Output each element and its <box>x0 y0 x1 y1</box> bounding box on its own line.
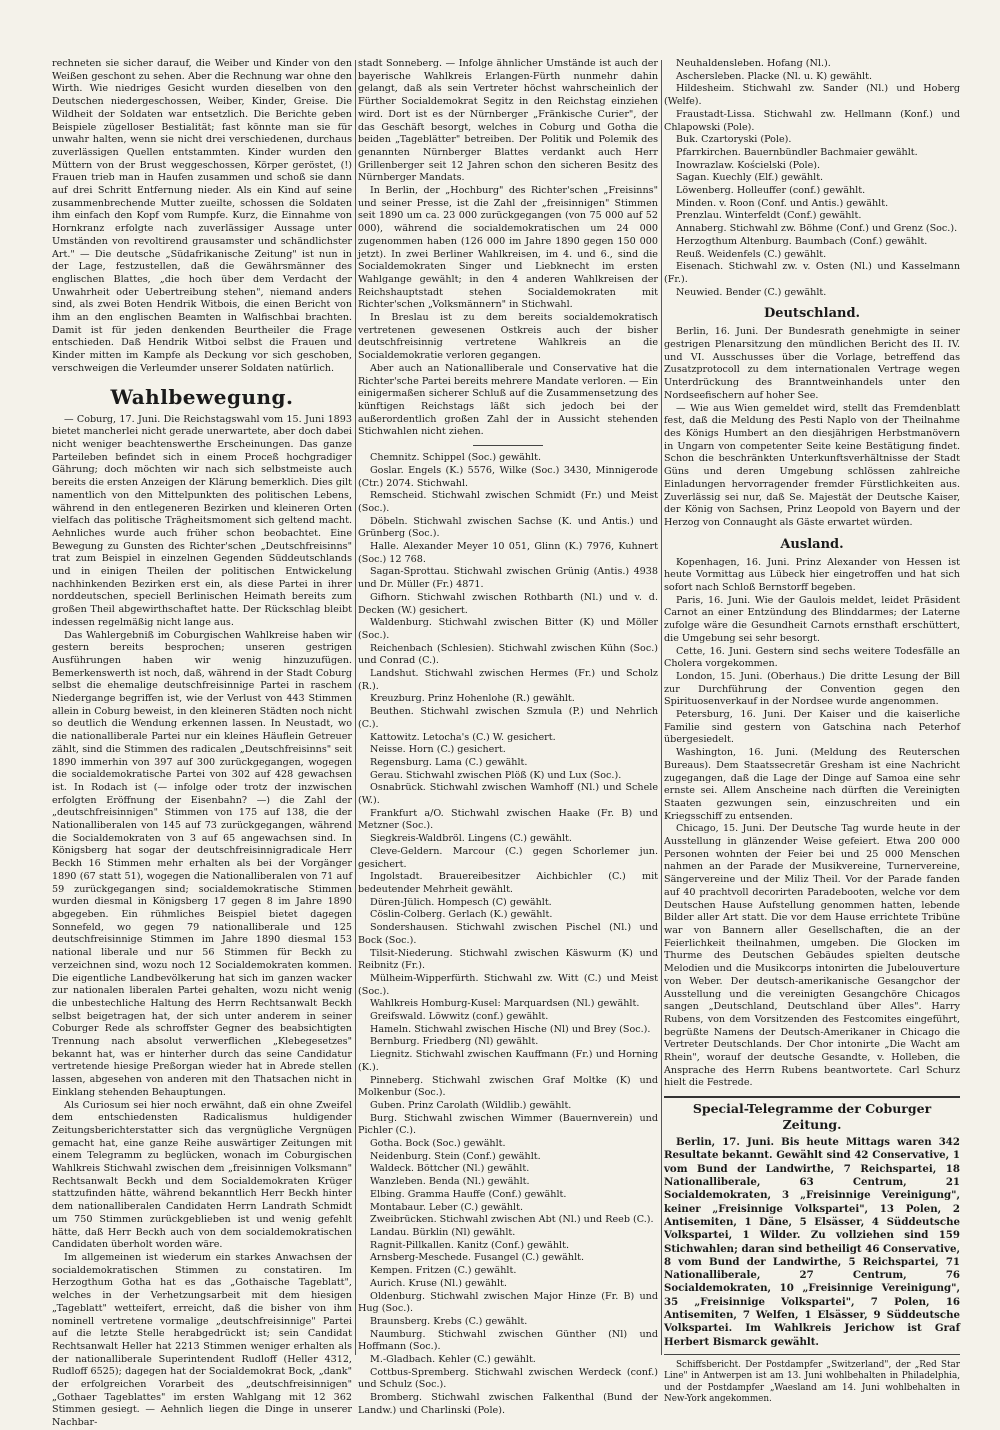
article-paragraph: In Berlin, der „Hochburg" des Richter'schen „Freisinns" und seiner Presse, ist die Zahl der „freisinnigen" Stimmen seit 1890 um ca. 23 000 zurückgegangen (von 75 000 auf 52 000), während die socialdemokratischen um 24 000 zugenommen haben (126 000 im Jahre 1890 gegen 150 000 jetzt). In zwei Berliner Wahlkreisen, im 4. und 6., sind die Socialdemokraten Singer und Liebknecht im ersten Wahlgange gewählt; in den 4 anderen Wahlkreisen der Reichshauptstadt stehen Socialdemokraten mit Richter'schen „Volksmännern" in Stichwahl. <box>358 185 658 311</box>
election-result: Goslar. Engels (K.) 5576, Wilke (Soc.) 3430, Minnigerode (Ctr.) 2074. Stichwahl. <box>358 464 658 489</box>
election-result: Reichenbach (Schlesien). Stichwahl zwischen Kühn (Soc.) und Conrad (C.). <box>358 642 658 667</box>
election-result: Wanzleben. Benda (Nl.) gewählt. <box>370 1176 530 1188</box>
news-item: Washington, 16. Juni. (Meldung des Reuterschen Bureaus). Dem Staatssecretär Gresham ist eine Nachricht zugegangen, daß die Lage der Dinge auf Samoa eine sehr ernste sei. Allem Anscheine nach dürften die Vereinigten Staaten gezwungen sein, einzuschreiten und ein Kriegsschiff zu entsenden. <box>664 747 960 822</box>
election-result: Kempen. Fritzen (C.) gewählt. <box>370 1265 517 1277</box>
telegram-box <box>664 1096 960 1349</box>
election-result: Regensburg. Lama (C.) gewählt. <box>370 756 528 768</box>
news-item: Petersburg, 16. Juni. Der Kaiser und die kaiserliche Familie sind gestern von Gatschina nach Peterhof übergesiedelt. <box>664 709 960 746</box>
foreign-news-list <box>664 557 960 1091</box>
election-result: Annaberg. Stichwahl zw. Böhme (Conf.) und Grenz (Soc.). <box>676 223 958 235</box>
news-item: Cette, 16. Juni. Gestern sind sechs weitere Todesfälle an Cholera vorgekommen. <box>664 645 960 670</box>
election-result: Reuß. Weidenfels (C.) gewählt. <box>676 248 827 260</box>
election-result: Kreuzburg. Prinz Hohenlohe (R.) gewählt. <box>370 693 575 705</box>
election-result: Siegkreis-Waldbröl. Lingens (C.) gewählt. <box>370 833 572 845</box>
election-result: Remscheid. Stichwahl zwischen Schmidt (Fr.) und Meist (Soc.). <box>358 490 658 514</box>
column-2 <box>358 58 658 1416</box>
telegram-text: Berlin, 17. Juni. Bis heute Mittags waren 342 Resultate bekannt. Gewählt sind 42 Conservative, 1 vom Bund der Landwirthe, 7 Reichspartei, 18 Nationalliberale, 63 Centrum, 21 Socialdemokraten, 3 „Freisinnige Vereinigung", keiner „Freisinnige Volkspartei", 13 Polen, 2 Antisemiten, 1 Däne, 5 Elsässer, 4 Süddeutsche Volkspartei, 1 Wilder. Zu vollziehen sind 159 Stichwahlen; daran sind betheiligt 46 Conservative, 8 vom Bund der Landwirthe, 5 Reichspartei, 71 Nationalliberale, 27 Centrum, 76 Socialdemokraten, 10 „Freisinnige Vereinigung", 35 „Freisinnige Volkspartei", 7 Polen, 16 Antisemiten, 7 Welfen, 1 Elsässer, 9 Süddeutsche Volkspartei. Im Wahlkreis Jerichow ist Graf Herbert Bismarck gewählt. <box>664 1136 960 1348</box>
election-result: Sagan. Kuechly (Elf.) gewählt. <box>676 172 824 184</box>
election-result: Neuwied. Bender (C.) gewählt. <box>676 286 827 298</box>
election-result: Neuhaldensleben. Hofang (Nl.). <box>676 58 831 69</box>
election-result: Arnsberg-Meschede. Fusangel (C.) gewählt. <box>370 1252 585 1264</box>
election-result: Buk. Czartoryski (Pole). <box>676 134 792 146</box>
election-result: Eisenach. Stichwahl zw. v. Osten (Nl.) und Kasselmann (Fr.). <box>664 261 960 285</box>
election-result: Halle. Alexander Meyer 10 051, Glinn (K.) 7976, Kuhnert (Soc.) 12 768. <box>358 541 658 565</box>
election-result: Greifswald. Löwwitz (conf.) gewählt. <box>370 1011 549 1023</box>
election-result: Sagan-Sprottau. Stichwahl zwischen Grünig (Antis.) 4938 und Dr. Müller (Fr.) 4871. <box>358 566 658 591</box>
election-result: Burg. Stichwahl zwischen Wimmer (Bauernverein) und Pichler (C.). <box>358 1112 658 1137</box>
election-result: Prenzlau. Winterfeldt (Conf.) gewählt. <box>676 210 862 222</box>
election-result: M.-Gladbach. Kehler (C.) gewählt. <box>370 1354 536 1366</box>
telegram-heading: Special-Telegramme der Coburger Zeitung. <box>692 1101 932 1133</box>
election-result: Bromberg. Stichwahl zwischen Falkenthal (Bund der Landw.) und Charlinski (Pole). <box>358 1392 658 1416</box>
divider <box>473 445 543 446</box>
election-result: Frankfurt a/O. Stichwahl zwischen Haake (Fr. B) und Metzner (Soc.). <box>358 807 658 832</box>
news-item: London, 15. Juni. (Oberhaus.) Die dritte Lesung der Bill zur Durchführung der Convention gegen den Spirituosenverkauf in der Nordsee wurde angenommen. <box>664 670 960 708</box>
election-result: Sondershausen. Stichwahl zwischen Pischel (Nl.) und Bock (Soc.). <box>358 922 658 946</box>
election-result: Liegnitz. Stichwahl zwischen Kauffmann (Fr.) und Horning (K.). <box>358 1049 658 1073</box>
election-result: Neidenburg. Stein (Conf.) gewählt. <box>370 1150 541 1162</box>
shipping-report: Schiffsbericht. Der Postdampfer „Switzerland", der „Red Star Line" in Antwerpen ist am 13. Juni wohlbehalten in Philadelphia, und der Postdampfer „Waesland am 14. Juni wohlbehalten in New-York angekommen. <box>664 1359 960 1405</box>
election-result: Gifhorn. Stichwahl zwischen Rothbarth (Nl.) und v. d. Decken (W.) gesichert. <box>358 591 658 616</box>
election-result: Cottbus-Spremberg. Stichwahl zwischen Werdeck (conf.) und Schulz (Soc.). <box>358 1366 658 1391</box>
election-results-list <box>358 452 658 1417</box>
election-result: Aurich. Kruse (Nl.) gewählt. <box>370 1277 507 1289</box>
section-heading-ausland: Ausland. <box>780 536 844 552</box>
election-result: Minden. v. Roon (Conf. und Antis.) gewählt. <box>676 197 889 209</box>
election-result: Chemnitz. Schippel (Soc.) gewählt. <box>370 452 542 464</box>
election-result: Düren-Jülich. Hompesch (C) gewählt. <box>370 896 552 908</box>
election-result: Cöslin-Colberg. Gerlach (K.) gewählt. <box>370 909 553 921</box>
election-result: Ragnit-Pillkallen. Kanitz (Conf.) gewählt. <box>370 1239 570 1251</box>
election-result: Löwenberg. Holleuffer (conf.) gewählt. <box>676 185 866 197</box>
election-result: Braunsberg. Krebs (C.) gewählt. <box>370 1315 528 1327</box>
divider <box>664 1354 960 1355</box>
election-result: Montabaur. Leber (C.) gewählt. <box>370 1201 524 1213</box>
election-result: Kattowitz. Letocha's (C.) W. gesichert. <box>370 731 556 743</box>
column-3 <box>664 58 960 1405</box>
election-result: Aschersleben. Placke (Nl. u. K) gewählt. <box>676 70 873 82</box>
article-paragraph: Als Curiosum sei hier noch erwähnt, daß ein ohne Zweifel dem entschiedensten Radicalismus huldigender Zeitungsberichterstatter sich das vergnügliche Vergnügen gemacht hat, eine ganze Reihe auswärtiger Zeitungen mit einem Telegramm zu beglücken, wonach im Coburgischen Wahlkreis Stichwahl zwischen dem „freisinnigen Volksmann" Rechtsanwalt Beckh und dem Socialdemokraten Krüger stattzufinden hätte, während bekanntlich Herr Beckh hinter dem nationalliberalen Candidaten Herrn Landrath Schmidt um 750 Stimmen zurückgeblieben ist und wenig gefehlt hätte, daß Herr Beckh auch von dem socialdemokratischen Candidaten überholt worden wäre. <box>52 1099 352 1251</box>
news-item: Chicago, 15. Juni. Der Deutsche Tag wurde heute in der Ausstellung in glänzender Weise gefeiert. Etwa 200 000 Personen wohnten der Feier bei und 25 000 Menschen nahmen an der Parade der Musikvereine, Turnervereine, Sängervereine und der Miliz Theil. Vor der Parade fanden auf 40 prachtvoll decorirten Paradebooten, welche vor dem Deutschen Hause Aufstellung genommen hatten, lebende Bilder aller Art statt. Die vor dem Hause errichtete Tribüne war von Bannern aller Gesellschaften, die an der Feierlichkeit theilnahmen, umgeben. Die Glocken im Thurme des Deutschen Gebäudes spielten deutsche Melodien und die Musikcorps intonirten die Jubelouverture von Weber. Der deutsch-amerikanische Gesangchor der Ausstellung und die vereinigten Gesangchöre Chicagos sangen „Deutschland, Deutschland über Alles". Harry Rubens, von dem Vorsitzenden des Festcomites eingeführt, begrüßte Namens der Deutsch-Amerikaner in Chicago die Vertreter Deutschlands. Der Chor intonirte „Die Wacht am Rhein", worauf der deutsche Gesandte, v. Holleben, die Ansprache des Herrn Rubens beantwortete. Carl Schurz hielt die Festrede. <box>664 823 960 1089</box>
article-paragraph: Das Wahlergebniß im Coburgischen Wahlkreise haben wir gestern bereits besprochen; unseren gestrigen Ausführungen haben wir wenig hinzuzufügen. Bemerkenswerth ist noch, daß, während in der Stadt Coburg selbst die ehemalige deutschfreisinnige Partei in raschem Niedergange begriffen ist, wie der Verlust von 443 Stimmen allein in Coburg beweist, in den kleineren Städten noch nicht so deutlich die Wendung erkennen lassen. In Neustadt, wo die nationalliberale Partei nur ein kleines Häuflein Getreuer zählt, sind die Stimmen des radicalen „Deutschfreisinns" seit 1890 immerhin von 397 auf 300 zurückgegangen, wogegen die socialdemokratische Partei von 302 auf 428 gewachsen ist. In Rodach ist (— infolge oder trotz der inzwischen erfolgten Eröffnung der Eisenbahn? —) die Zahl der „deutschfreisinnigen" Stimmen von 175 auf 138, die der Nationalliberalen von 145 auf 73 zurückgegangen, während die Socialdemokraten von 3 auf 65 angewachsen sind. In Königsberg hat sogar der deutschfreisinnigradicale Herr Beckh 16 Stimmen mehr erhalten als bei der Vorgänger 1890 (67 statt 51), wogegen die Nationalliberalen von 71 auf 59 zurückgegangen sind; socialdemokratische Stimmen wurden diesmal in Königsberg 17 gegen 8 im Jahre 1890 abgegeben. Ein rühmliches Beispiel bietet dagegen Sonnefeld, wo gegen 79 nationalliberale und 125 deutschfreisinnige Stimmen im Jahre 1890 diesmal 153 national liberale und nur 56 Stimmen für Beckh zu verzeichnen sind, wozu noch 12 Socialdemokraten kommen. Die eigentliche Landbevölkerung hat sich im ganzen wacker zur nationalen liberalen Partei gehalten, wozu nicht wenig die unbestechliche Haltung des Herrn Rechtsanwalt Beckh selbst beigetragen hat, der sich unter anderem in seiner Coburger Rede als schroffster Gegner des beabsichtigten Trennung nach absolut verwerflichen „Klebegesetzes" bekannt hat, was er hinterher durch das seine Candidatur vertretende hiesige Preßorgan wieder hat in Abrede stellen lassen, abgesehen von anderen mit den Thatsachen nicht in Einklang stehenden Behauptungen. <box>52 629 352 1098</box>
election-result: Mülheim-Wipperfürth. Stichwahl zw. Witt (C.) und Meist (Soc.). <box>358 972 658 997</box>
article-paragraph: rechneten sie sicher darauf, die Weiber und Kinder von den Weißen geschont zu sehen. Aber die Rechnung war ohne den Wirth. Wie niedriges Gesicht wurden dieselben von den Deutschen niedergeschossen, Weiber, Kinder, Greise. Die Wildheit der Soldaten war entsetzlich. Die Berichte geben Beispiele zügelloser Bestialität; fast könnte man sie für unwahr halten, wenn sie nicht drei verschiedenen, durchaus zuverlässigen Quellen entstammten. Kinder wurden den Müttern von der Brust weggeschossen, Körper geröstet, (!) Frauen trieb man in Haufen zusammen und schoß sie dann auf drei Schritt Entfernung nieder. Als ein Kind auf seine zusammenbrechende Mutter zueilte, schossen die Soldaten ihm einfach den Kopf vom Rumpfe. Kurz, die Einnahme von Hornkranz erfolgte nach zuverlässiger Aussage unter Umständen von revoltirend grausamster und schändlichster Art." — Die deutsche „Südafrikanische Zeitung" ist nun in der Lage, festzustellen, daß die Gewährsmänner des englischen Blattes, „die hoch über dem Verdacht der Unwahrheit oder Uebertreibung stehen", niemand anders sind, als zwei Boten Hendrik Witbois, die einen Bericht von ihm an den englischen Beamten in Walfischbai brachten. Damit ist für jeden denkenden Beurtheiler die Frage entschieden. Daß Hendrik Witboi selbst die Frauen und Kinder mitten im Kampfe als Deckung vor sich geschoben, verschweigen die Verleumder unserer Soldaten natürlich. <box>52 58 352 374</box>
article-paragraph: stadt Sonneberg. — Infolge ähnlicher Umstände ist auch der bayerische Wahlkreis Erlangen-Fürth nunmehr dahin gelangt, daß als sein Vertreter höchst wahrscheinlich der Fürther Socialdemokrat Segitz in den Reichstag einziehen wird. Dort ist es der Nürnberger „Fränkische Curier", der das Geschäft besorgt, welches in Coburg und Gotha die beiden „Tageblätter" betreiben. Der Politik und Polemik des genannten Nürnberger Blattes verdankt auch Herr Grillenberger seit 12 Jahren schon den sicheren Besitz des Nürnberger Mandats. <box>358 58 658 184</box>
election-result: Landshut. Stichwahl zwischen Hermes (Fr.) und Scholz (R.). <box>358 668 658 692</box>
election-result: Neisse. Horn (C.) gesichert. <box>370 744 506 756</box>
election-result: Wahlkreis Homburg-Kusel: Marquardsen (Nl.) gewählt. <box>370 998 640 1010</box>
election-result: Cleve-Geldern. Marcour (C.) gegen Schorlemer jun. gesichert. <box>358 845 658 870</box>
section-heading-deutschland: Deutschland. <box>763 306 861 322</box>
election-result: Gerau. Stichwahl zwischen Plöß (K) und Lux (Soc.). <box>370 769 622 781</box>
election-result: Hameln. Stichwahl zwischen Hische (Nl) und Brey (Soc.). <box>370 1023 651 1035</box>
column-rule <box>355 60 356 1355</box>
article-paragraph: — Coburg, 17. Juni. Die Reichstagswahl vom 15. Juni 1893 bietet mancherlei nicht gerade unerwartete, aber doch dabei nicht weniger beachtenswerthe Erscheinungen. Das ganze Parteileben befindet sich in einem Proceß hochgradiger Gährung; doch möchten wir nach sich selbstmeiste auch bereits die ersten Anzeigen der Klärung bemerklich. Dies gilt namentlich von den Mittelpunkten des politischen Lebens, während in den entlegeneren Bezirken und kleineren Orten vielfach das politische Trägheitsmoment sich geltend macht. Aehnliches wurde auch früher schon beobachtet. Eine Bewegung zu Gunsten des Richter'schen „Deutschfreisinns" trat zum Beispiel in einzelnen Gegenden Süddeutschlands und in einigen Theilen der politischen Entwickelung nachhinkenden Bezirken erst ein, als diese Partei in ihrer norddeutschen, speciell Berlinischen Heimath bereits zum großen Theil abgewirthschaftet hatte. Der Rückschlag bleibt indessen regelmäßig nicht lange aus. <box>52 413 352 628</box>
election-result: Waldeck. Böttcher (Nl.) gewählt. <box>370 1163 530 1175</box>
election-result: Pfarrkirchen. Bauernbündler Bachmaier gewählt. <box>676 146 918 158</box>
news-item: Berlin, 16. Juni. Der Bundesrath genehmigte in seiner gestrigen Plenarsitzung den mündlichen Bericht des II. IV. und VI. Ausschusses über die Vorlage, betreffend das Zusatzprotocoll zu dem internationalen Vertrage wegen Unterdrückung des Branntweinhandels unter den Nordseefischern auf hoher See. <box>664 326 960 401</box>
election-result: Hildesheim. Stichwahl zw. Sander (Nl.) und Hoberg (Welfe). <box>664 83 960 108</box>
election-result: Beuthen. Stichwahl zwischen Szmula (P.) und Nehrlich (C.). <box>358 706 658 730</box>
election-result: Waldenburg. Stichwahl zwischen Bitter (K) und Möller (Soc.). <box>358 617 658 641</box>
election-result: Oldenburg. Stichwahl zwischen Major Hinze (Fr. B) und Hug (Soc.). <box>358 1290 658 1315</box>
election-result: Osnabrück. Stichwahl zwischen Wamhoff (Nl.) und Schele (W.). <box>358 782 658 807</box>
election-result: Fraustadt-Lissa. Stichwahl zw. Hellmann (Konf.) und Chlapowski (Pole). <box>664 108 960 133</box>
article-paragraph: Aber auch an Nationalliberale und Conservative hat die Richter'sche Partei bereits mehrere Mandate verloren. — Ein einigermaßen sicherer Schluß auf die Zusammensetzung des künftigen Reichstags läßt sich jedoch bei der außerordentlich großen Zahl der in Aussicht stehenden Stichwahlen nicht ziehen. <box>358 362 658 438</box>
election-result: Tilsit-Niederung. Stichwahl zwischen Käswurm (K) und Reibnitz (Fr.). <box>358 947 658 972</box>
article-paragraph: Im allgemeinen ist wiederum ein starkes Anwachsen der socialdemokratischen Stimmen zu constatiren. Im Herzogthum Gotha hat es das „Gothaische Tageblatt", welches in der Verhetzungsarbeit mit dem hiesigen „Tageblatt" wetteifert, erreicht, daß die bisher von ihm nominell vertretene vormalige „deutschfreisinnige" Partei auf die letzte Stelle herabgedrückt ist; sein Candidat Rechtsanwalt Heller hat 2213 Stimmen weniger erhalten als der nationalliberale Superintendent Rudloff (Heller 4312, Rudloff 6525); dagegen hat der Socialdemokrat Bock, „dank" der erfolgreichen Vorarbeit des „deutschfreisinnigen" „Gothaer Tageblattes" im ersten Wahlgang mit 12 362 Stimmen gesiegt. — Aehnlich liegen die Dinge in unserer Nachbar- <box>52 1251 352 1429</box>
election-result: Gotha. Bock (Soc.) gewählt. <box>370 1138 506 1150</box>
election-result: Landau. Bürklin (Nl) gewählt. <box>370 1226 516 1238</box>
election-result: Guben. Prinz Carolath (Wildlib.) gewählt. <box>370 1099 572 1111</box>
column-1 <box>52 58 352 1429</box>
election-result: Naumburg. Stichwahl zwischen Günther (Nl) und Hoffmann (Soc.). <box>358 1328 658 1353</box>
section-heading-wahlbewegung: Wahlbewegung. <box>110 384 294 409</box>
news-item: Kopenhagen, 16. Juni. Prinz Alexander von Hessen ist heute Vormittag aus Lübeck hier eingetroffen und hat sich sofort nach Schloß Bernstorff begeben. <box>664 556 960 594</box>
news-item: — Wie aus Wien gemeldet wird, stellt das Fremdenblatt fest, daß die Meldung des Pesti Naplo von der Theilnahme des Königs Humbert an den diesjährigen Herbstmanövern in Ungarn von competenter Seite keine Bestätigung findet. Schon die beschränkten Unterkunftsverhältnisse der Stadt Güns und deren Umgebung schlössen zahlreiche Einladungen hervorragender fremder Fürstlichkeiten aus. Zuverlässig sei nur, daß Se. Majestät der Deutsche Kaiser, der König von Sachsen, Prinz Leopold von Bayern und der Herzog von Connaught als Gäste erwartet würden. <box>664 402 960 528</box>
election-result: Inowrazlaw. Kościelski (Pole). <box>676 159 821 171</box>
election-result: Ingolstadt. Brauereibesitzer Aichbichler (C.) mit bedeutender Mehrheit gewählt. <box>358 871 658 895</box>
election-result: Döbeln. Stichwahl zwischen Sachse (K. und Antis.) und Grünberg (Soc.). <box>358 515 658 540</box>
election-result: Zweibrücken. Stichwahl zwischen Abt (Nl.) und Reeb (C.). <box>370 1214 654 1226</box>
election-result: Bernburg. Friedberg (Nl) gewählt. <box>370 1036 539 1048</box>
election-results-list <box>664 58 960 299</box>
election-result: Elbing. Gramma Hauffe (Conf.) gewählt. <box>370 1188 567 1200</box>
election-result: Herzogthum Altenburg. Baumbach (Conf.) gewählt. <box>676 235 928 247</box>
news-item: Paris, 16. Juni. Wie der Gaulois meldet, leidet Präsident Carnot an einer Entzündung des Blinddarmes; der Laterne zufolge wäre die Gesundheit Carnots ernsthaft erschüttert, die Umgebung sei sehr besorgt. <box>664 594 960 644</box>
column-rule <box>661 60 662 1355</box>
election-result: Pinneberg. Stichwahl zwischen Graf Moltke (K) und Molkenbur (Soc.). <box>358 1074 658 1099</box>
article-paragraph: In Breslau ist zu dem bereits socialdemokratisch vertretenen gewesenen Ostkreis auch der bisher deutschfreisinnig vertretene Wahlkreis an die Socialdemokratie verloren gegangen. <box>358 312 658 362</box>
